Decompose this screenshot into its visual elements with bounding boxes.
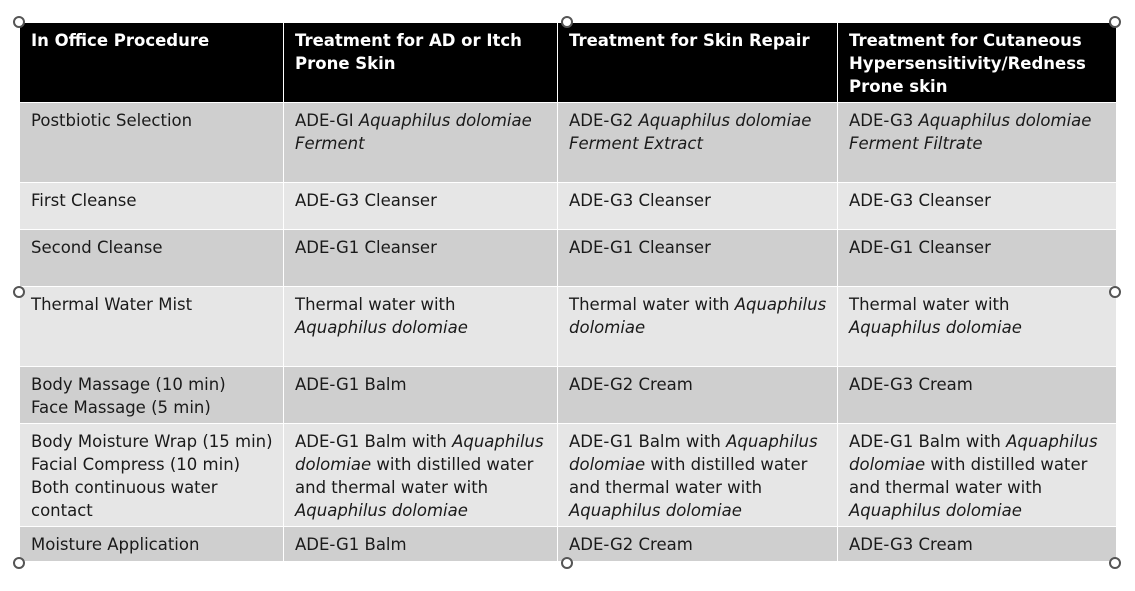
resize-handle-top-right[interactable] xyxy=(1109,16,1121,28)
repair-cell xyxy=(558,424,838,527)
resize-handle-bottom-left[interactable] xyxy=(13,557,25,569)
ad-cell xyxy=(284,287,558,367)
ad-cell xyxy=(284,367,558,424)
ad-cell xyxy=(284,230,558,287)
table-row xyxy=(20,183,1117,230)
species-name: Aquaphilus dolomiae xyxy=(295,318,468,337)
procedure-cell xyxy=(20,287,284,367)
cell-text: ADE-G2 Cream xyxy=(569,535,693,554)
repair-cell xyxy=(558,527,838,562)
cell-text: ADE-G3 Cleanser xyxy=(849,191,991,210)
species-name: Aquaphilus dolomiae xyxy=(849,501,1022,520)
species-name: Aquaphilus dolomiae Ferment xyxy=(295,111,532,153)
cell-text: ADE-GI xyxy=(295,111,359,130)
procedure-cell xyxy=(20,367,284,424)
cell-text: Thermal water with xyxy=(849,295,1010,314)
procedure-cell xyxy=(20,230,284,287)
resize-handle-middle-left[interactable] xyxy=(13,286,25,298)
ad-cell xyxy=(284,103,558,183)
species-name: Aquaphilus dolomiae xyxy=(569,295,827,337)
header-ad-itch: Treatment for AD or Itch Prone Skin xyxy=(284,23,558,103)
species-name: Aquaphilus dolomiae xyxy=(295,432,544,474)
table-row xyxy=(20,230,1117,287)
resize-handle-middle-right[interactable] xyxy=(1109,286,1121,298)
redness-cell xyxy=(838,367,1117,424)
cell-text: ADE-G3 Cream xyxy=(849,535,973,554)
cell-text: ADE-G1 Cleanser xyxy=(849,238,991,257)
resize-handle-bottom-right[interactable] xyxy=(1109,557,1121,569)
species-name: Aquaphilus dolomiae Ferment Extract xyxy=(569,111,812,153)
cell-text: ADE-G1 Balm with xyxy=(295,432,453,451)
cell-text: ADE-G2 xyxy=(569,111,639,130)
cell-text: ADE-G1 Balm with xyxy=(849,432,1007,451)
resize-handle-bottom-middle[interactable] xyxy=(561,557,573,569)
procedure-line: Face Massage (5 min) xyxy=(31,398,211,417)
procedure-line: Moisture Application xyxy=(31,535,200,554)
cell-text: with distilled water and thermal water with xyxy=(569,455,808,497)
procedure-line: Second Cleanse xyxy=(31,238,163,257)
species-name: Aquaphilus dolomiae xyxy=(849,318,1022,337)
species-name: Aquaphilus dolomiae xyxy=(295,501,468,520)
repair-cell xyxy=(558,367,838,424)
header-skin-repair: Treatment for Skin Repair xyxy=(558,23,838,103)
cell-text: Thermal water with xyxy=(569,295,735,314)
cell-text: ADE-G1 Balm with xyxy=(569,432,727,451)
procedure-line: Postbiotic Selection xyxy=(31,111,193,130)
repair-cell xyxy=(558,103,838,183)
procedure-line: Thermal Water Mist xyxy=(31,295,193,314)
procedure-line: Body Moisture Wrap (15 min) xyxy=(31,432,273,451)
table-row xyxy=(20,103,1117,183)
redness-cell xyxy=(838,183,1117,230)
procedure-cell xyxy=(20,527,284,562)
ad-cell xyxy=(284,527,558,562)
redness-cell xyxy=(838,230,1117,287)
header-procedure: In Office Procedure xyxy=(20,23,284,103)
repair-cell xyxy=(558,287,838,367)
procedure-line: Body Massage (10 min) xyxy=(31,375,226,394)
cell-text: ADE-G1 Balm xyxy=(295,375,407,394)
ad-cell xyxy=(284,183,558,230)
resize-handle-top-middle[interactable] xyxy=(561,16,573,28)
table-row xyxy=(20,287,1117,367)
species-name: Aquaphilus dolomiae Ferment Filtrate xyxy=(849,111,1092,153)
cell-text: with distilled water and thermal water with xyxy=(849,455,1088,497)
repair-cell xyxy=(558,230,838,287)
header-redness: Treatment for Cutaneous Hypersensitivity/Redness Prone skin xyxy=(838,23,1117,103)
procedure-table xyxy=(19,22,1117,562)
cell-text: with distilled water and thermal water with xyxy=(295,455,534,497)
cell-text: ADE-G1 Cleanser xyxy=(569,238,711,257)
cell-text: ADE-G3 Cleanser xyxy=(569,191,711,210)
redness-cell xyxy=(838,287,1117,367)
repair-cell xyxy=(558,183,838,230)
procedure-cell xyxy=(20,103,284,183)
cell-text: ADE-G3 Cleanser xyxy=(295,191,437,210)
procedure-cell xyxy=(20,183,284,230)
cell-text: ADE-G2 Cream xyxy=(569,375,693,394)
species-name: Aquaphilus dolomiae xyxy=(849,432,1098,474)
table-row xyxy=(20,424,1117,527)
species-name: Aquaphilus dolomiae xyxy=(569,432,818,474)
cell-text: ADE-G3 Cream xyxy=(849,375,973,394)
cell-text: Thermal water with xyxy=(295,295,456,314)
procedure-line: First Cleanse xyxy=(31,191,137,210)
procedure-line: Facial Compress (10 min) xyxy=(31,455,241,474)
cell-text: ADE-G1 Balm xyxy=(295,535,407,554)
species-name: Aquaphilus dolomiae xyxy=(569,501,742,520)
redness-cell xyxy=(838,103,1117,183)
table-frame[interactable] xyxy=(19,22,1116,563)
redness-cell xyxy=(838,527,1117,562)
header-row xyxy=(20,23,1117,103)
procedure-line: Both continuous water contact xyxy=(31,478,218,520)
table-row xyxy=(20,367,1117,424)
redness-cell xyxy=(838,424,1117,527)
cell-text: ADE-G3 xyxy=(849,111,919,130)
procedure-cell xyxy=(20,424,284,527)
cell-text: ADE-G1 Cleanser xyxy=(295,238,437,257)
resize-handle-top-left[interactable] xyxy=(13,16,25,28)
ad-cell xyxy=(284,424,558,527)
